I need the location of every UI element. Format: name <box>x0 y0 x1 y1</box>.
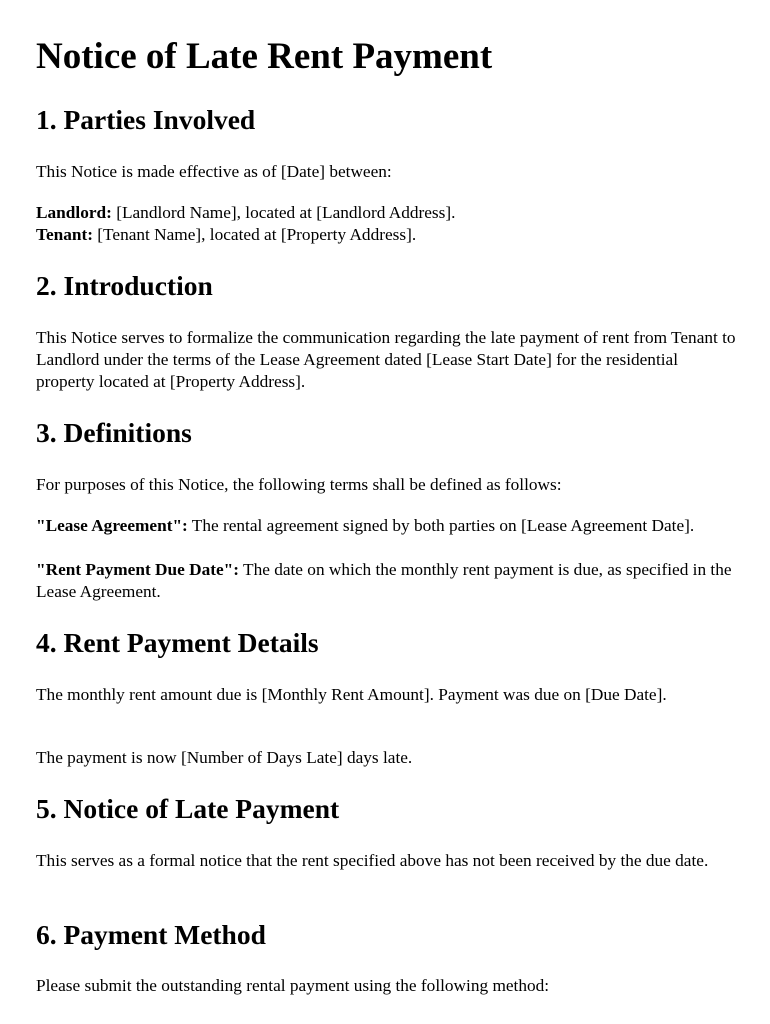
section-heading-late-notice: 5. Notice of Late Payment <box>36 793 340 824</box>
definition-term-label: "Lease Agreement": <box>36 516 188 535</box>
tenant-label: Tenant: <box>36 225 93 244</box>
section-heading-parties: 1. Parties Involved <box>36 104 256 135</box>
parties-intro: This Notice is made effective as of [Date] between: <box>36 162 392 181</box>
payment-method-text: Please submit the outstanding rental payment using the following method: <box>36 976 550 995</box>
definition-term-text: The rental agreement signed by both parties on [Lease Agreement Date]. <box>187 516 695 535</box>
landlord-label: Landlord: <box>36 203 112 222</box>
tenant-line <box>36 224 736 246</box>
definition-rent-due-date <box>36 559 736 603</box>
definition-lease-agreement <box>36 515 736 537</box>
landlord-text: [Landlord Name], located at [Landlord Address]. <box>111 203 456 222</box>
section-heading-payment-method: 6. Payment Method <box>36 919 266 950</box>
late-notice-text: This serves as a formal notice that the rent specified above has not been received by the due date. <box>36 851 709 870</box>
document-title: Notice of Late Rent Payment <box>36 36 493 77</box>
days-late-text: The payment is now [Number of Days Late] days late. <box>36 748 413 767</box>
definition-term-label: "Rent Payment Due Date": <box>36 560 239 579</box>
section-heading-introduction: 2. Introduction <box>36 270 213 301</box>
section-heading-definitions: 3. Definitions <box>36 417 192 448</box>
introduction-text: This Notice serves to formalize the communication regarding the late payment of rent from Tenant to Landlord under the terms of the Lease Agreement dated [Lease Start Date] for the residential property located at [Property Address]. <box>36 328 736 391</box>
definitions-intro: For purposes of this Notice, the following terms shall be defined as follows: <box>36 475 562 494</box>
definition-term-text: The date on which the monthly rent payment is due, as specified in the Lease Agreement. <box>36 560 732 601</box>
tenant-text: [Tenant Name], located at [Property Address]. <box>92 225 417 244</box>
rent-details-text: The monthly rent amount due is [Monthly Rent Amount]. Payment was due on [Due Date]. <box>36 685 667 704</box>
section-heading-rent-details: 4. Rent Payment Details <box>36 627 319 658</box>
landlord-line <box>36 202 736 224</box>
